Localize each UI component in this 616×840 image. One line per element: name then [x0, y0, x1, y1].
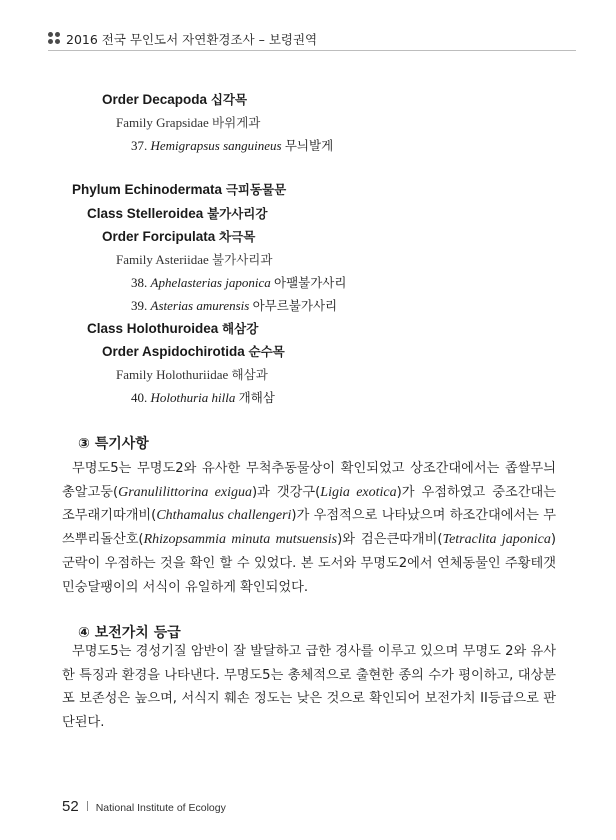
order-decapoda: Order Decapoda 십각목	[102, 92, 248, 107]
family-grapsidae: Family Grapsidae 바위게과	[116, 115, 261, 130]
class-holothuroidea: Class Holothuroidea 해삼강	[87, 321, 259, 336]
page-number: 52	[62, 798, 79, 815]
class-stelleroidea: Class Stelleroidea 불가사리강	[87, 206, 268, 221]
species-38: 38. Aphelasterias japonica 아팰불가사리	[131, 275, 347, 290]
conservation-grade-paragraph: 무명도5는 경성기질 암반이 잘 발달하고 급한 경사를 이루고 있으며 무명도 2와 유사한 특징과 환경을 나타낸다. 무명도5는 총체적으로 출현한 종의 수가 평이하고, 대상분포 보존성은 높으며, 서식지 훼손 정도는 낮은 것으로 확인되어 보전가치 II등급으로 판단된다.	[62, 644, 556, 731]
family-holothuriidae: Family Holothuriidae 해삼과	[116, 367, 268, 382]
order-aspidochirotida: Order Aspidochirotida 순수목	[102, 344, 285, 359]
phylum-echinodermata: Phylum Echinodermata 극피동물문	[72, 182, 287, 197]
page-footer	[62, 796, 226, 815]
species-39: 39. Asterias amurensis 아무르불가사리	[131, 298, 338, 313]
footer-organization: National Institute of Ecology	[95, 802, 226, 814]
running-header	[48, 28, 576, 50]
species-40: 40. Holothuria hilla 개해삼	[131, 390, 275, 405]
header-title: 2016 전국 무인도서 자연환경조사 – 보령권역	[66, 32, 318, 47]
section-heading-special-notes: ③ 특기사항	[78, 436, 149, 452]
header-dots-icon	[48, 32, 62, 46]
section-heading-conservation-grade: ④ 보전가치 등급	[78, 625, 181, 641]
order-forcipulata: Order Forcipulata 차극목	[102, 229, 256, 244]
family-asteriidae: Family Asteriidae 불가사리과	[116, 252, 273, 267]
species-37: 37. Hemigrapsus sanguineus 무늬발게	[131, 138, 334, 153]
header-rule	[48, 50, 576, 51]
special-notes-paragraph: 무명도5는 무명도2와 유사한 무척추동물상이 확인되었고 상조간대에서는 좁쌀무늬총알고둥(Granulilittorina exigua)과 갯강구(Ligia exotica)가 우점하였고 중조간대는 조무래기따개비(Chthamalus challengeri)가 우점적으로 나타났으며 하조간대에서는 무쓰뿌리돌산호(Rhizopsammia minuta mutsuensis)와 검은큰따개비(Tetraclita japonica) 군락이 우점하는 것을 확인 할 수 있었다. 본 도서와 무명도2에서 연체동물인 주황테갯민숭달팽이의 서식이 유일하게 확인되었다.	[62, 461, 556, 595]
footer-divider	[87, 801, 88, 811]
